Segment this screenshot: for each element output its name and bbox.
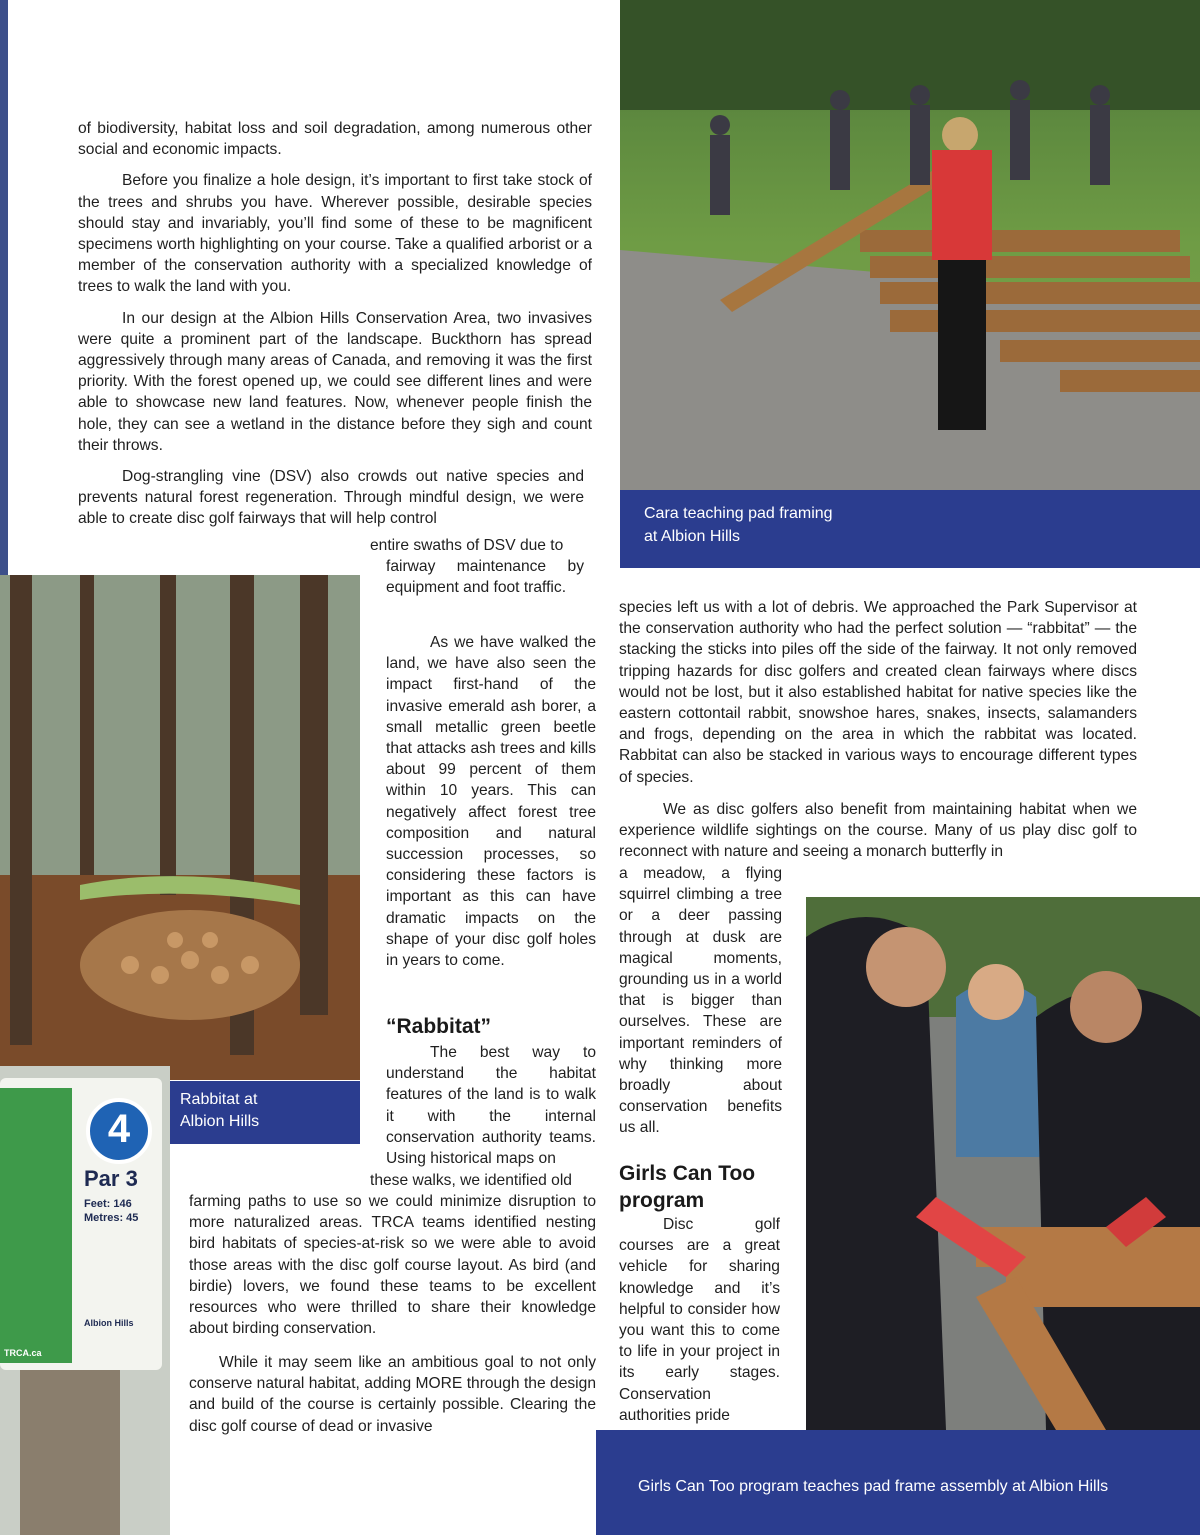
column-left-top [78, 118, 592, 530]
caption-pad-framing-line2: at Albion Hills [644, 528, 741, 545]
paragraph: Before you finalize a hole design, it’s important to first take stock of the trees and shrubs you have. Wherever possible, desirable species should stay and invariably, you’ll find some of these to be magnificent specimens worth highlighting on your course. Take a qualified arborist or a member of the conservation authority with a specialized knowledge of trees to walk the land with you. [78, 172, 592, 296]
photo-pad-framing [620, 0, 1200, 490]
sign-metres: Metres: 45 [84, 1212, 139, 1224]
sign-site: TRCA.ca [4, 1348, 42, 1358]
heading-girls-can-too: Girls Can Too program [619, 1162, 756, 1212]
heading-rabbitat: “Rabbitat” [386, 1015, 491, 1038]
photo-rabbitat [0, 575, 360, 1080]
sign-hole-badge [86, 1098, 152, 1164]
photo-girls-can-too [806, 897, 1200, 1430]
sign-post [20, 1356, 120, 1535]
sign-par: Par 3 [84, 1166, 138, 1191]
paragraph: While it may seem like an ambitious goal to not only conserve natural habitat, adding MORE through the design and build of the course is certainly possible. Clearing the disc golf course of dead or invasive [189, 1354, 596, 1435]
paragraph: species left us with a lot of debris. We approached the Park Supervisor at the conservation authority who had the perfect solution — “rabbitat” — the stacking the sticks into piles off the side of the fairway. It not only removed tripping hazards for disc golfers and created clean fairways where discs would not be lost, but it also established habitat for native species like the eastern cottontail rabbit, snowshoe hares, snakes, insects, salamanders and frogs, depending on the area in which the rabbitat was located. Rabbitat can also be stacked in various ways to encourage different types of species. [619, 599, 1137, 786]
paragraph-cont: a meadow, a flying squirrel climbing a tree or a deer passing through at dusk are magical moments, grounding us in a world that is bigger than ourselves. These are important reminders of why thinking more broadly about conservation benefits us all. [619, 865, 782, 1137]
caption-girls-can-too: Girls Can Too program teaches pad frame assembly at Albion Hills [638, 1478, 1109, 1495]
paragraph-cont: entire swaths of DSV due to [370, 537, 564, 554]
sign-map [0, 1088, 72, 1363]
sign-hole-number: 4 [107, 1107, 131, 1151]
paragraph: In our design at the Albion Hills Conservation Area, two invasives were quite a prominent part of the landscape. Buckthorn has spread aggressively through many areas of Canada, and removing it was the first priority. With the forest opened up, we could see different lines and were able to showcase new land features. Now, whenever people finish the hole, they can see a wetland in the distance before they sigh and count their throws. [78, 309, 592, 454]
caption-rabbitat-line1: Rabbitat at [180, 1091, 258, 1108]
sign-brand: Albion Hills [84, 1318, 134, 1328]
caption-rabbitat-line2: Albion Hills [180, 1113, 260, 1130]
left-edge-strip [0, 0, 8, 575]
paragraph-cont: fairway maintenance by equipment and foot traffic. [386, 558, 584, 597]
paragraph: We as disc golfers also benefit from maintaining habitat when we experience wildlife sightings on the course. Many of us play disc golf to reconnect with nature and seeing a monarch butterfly in [619, 801, 1137, 861]
photo-hole-sign [0, 1066, 170, 1535]
paragraph-cont: farming paths to use so we could minimize disruption to more naturalized areas. TRCA teams identified nesting bird habitats of species-at-risk so we were able to avoid those areas with the disc golf course layout. As bird (and birdie) lovers, we found these teams to be excellent resources who were thrilled to share their knowledge about birding conservation. [189, 1193, 596, 1338]
paragraph: The best way to understand the habitat features of the land is to walk it with the internal conservation authority teams. Using historical maps on [386, 1044, 596, 1168]
paragraph: As we have walked the land, we have also seen the impact first-hand of the invasive emerald ash borer, a small metallic green beetle that attacks ash trees and kills about 99 percent of them within 10 years. This can negatively affect forest tree composition and natural succession processes, so considering these factors is important as this can have dramatic impacts on the shape of your disc golf holes in years to come. [386, 634, 596, 970]
paragraph-cont: these walks, we identified old [370, 1172, 572, 1189]
paragraph: Disc golf courses are a great vehicle for sharing knowledge and it’s helpful to consider how you want this to come to life in your project in its early stages. Conservation authorities pride [619, 1216, 780, 1424]
paragraph: of biodiversity, habitat loss and soil degradation, among numerous other social and economic impacts. [78, 120, 592, 159]
paragraph: Dog-strangling vine (DSV) also crowds out native species and prevents natural forest regeneration. Through mindful design, we were able to create disc golf fairways that will help control [78, 468, 584, 528]
sign-board [0, 1078, 162, 1370]
caption-pad-framing-line1: Cara teaching pad framing [644, 505, 833, 522]
sign-feet: Feet: 146 [84, 1198, 132, 1210]
